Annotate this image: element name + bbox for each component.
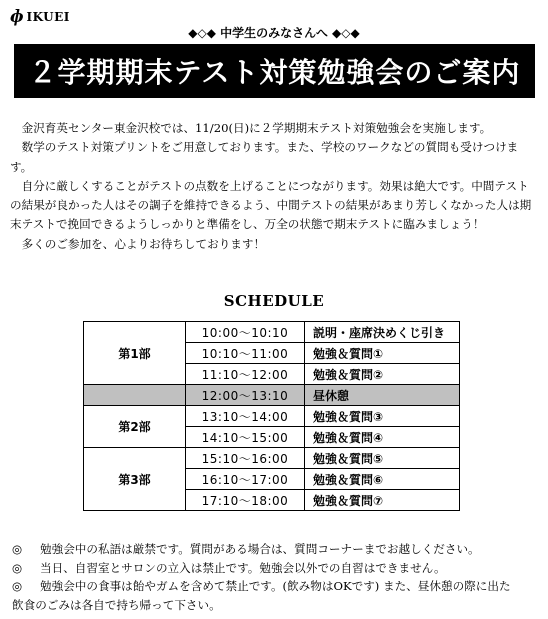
note-text: 勉強会中の私語は厳禁です。質問がある場合は、質問コーナーまでお越しください。: [40, 542, 480, 556]
activity-cell: 昼休憩: [305, 385, 460, 406]
activity-cell: 勉強＆質問⑦: [305, 490, 460, 511]
logo-mark-icon: ɸ: [10, 7, 24, 27]
time-cell: 15:10～16:00: [186, 448, 305, 469]
double-circle-bullet-icon: ◎: [12, 579, 23, 594]
schedule-table: [83, 321, 460, 511]
part-1-label: 第1部: [84, 322, 186, 385]
intro-paragraph-2: 数学のテスト対策プリントをご用意しております。また、学校のワークなどの質問も受けつけます。: [10, 140, 519, 174]
page-title: ２学期期末テスト対策勉強会のご案内: [28, 56, 521, 89]
activity-cell: 勉強＆質問⑤: [305, 448, 460, 469]
schedule-row: [84, 448, 460, 469]
activity-cell: 勉強＆質問③: [305, 406, 460, 427]
activity-cell: 勉強＆質問④: [305, 427, 460, 448]
schedule-title: SCHEDULE: [223, 292, 325, 310]
intro-paragraph-4: 多くのご参加を、心よりお待ちしております！: [21, 236, 266, 251]
time-cell: 16:10～17:00: [186, 469, 305, 490]
audience-subtitle: ◆◇◆ 中学生のみなさんへ ◆◇◆: [188, 26, 360, 40]
schedule-row: [84, 406, 460, 427]
part-3-label: 第3部: [84, 448, 186, 511]
intro-paragraph-3: 自分に厳しくすることがテストの点数を上げることにつながります。効果は絶大です。中間テストの結果が良かった人はその調子を維持できるよう、中間テストの結果があまり芳しくなかった人は期末テストで挽回できるようしっかりと準備をし、万全の状態で期末テストに臨みましょう！: [10, 178, 532, 232]
time-cell: 14:10～15:00: [186, 427, 305, 448]
note-text-line-2: 飲食のごみは各自で持ち帰って下さい。: [12, 597, 221, 612]
note-text-line-1: 勉強会中の食事は飴やガムを含めて禁止です。(飲み物はOKです) また、昼休憩の際に出た: [40, 579, 511, 594]
lunch-part-cell: [84, 385, 186, 406]
time-cell: 10:10～11:00: [186, 343, 305, 364]
double-circle-bullet-icon: ◎: [12, 542, 23, 556]
logo-text: IKUEI: [26, 10, 70, 24]
schedule-row: [84, 322, 460, 343]
note-item: [12, 577, 542, 614]
time-cell: 11:10～12:00: [186, 364, 305, 385]
note-item: [12, 559, 542, 578]
activity-cell: 勉強＆質問①: [305, 343, 460, 364]
time-cell: 17:10～18:00: [186, 490, 305, 511]
note-text: [12, 577, 542, 614]
note-item: [12, 540, 542, 559]
double-circle-bullet-icon: ◎: [12, 560, 23, 575]
title-banner: [14, 44, 535, 98]
intro-text: [10, 119, 538, 254]
notes-list: [12, 540, 542, 614]
part-2-label: 第2部: [84, 406, 186, 448]
intro-paragraph-1: 金沢育英センター東金沢校では、11/20(日)に２学期期末テスト対策勉強会を実施します。: [21, 121, 492, 135]
activity-cell: 説明・座席決めくじ引き: [305, 322, 460, 343]
time-cell: 13:10～14:00: [186, 406, 305, 427]
activity-cell: 勉強＆質問⑥: [305, 469, 460, 490]
note-text: 当日、自習室とサロンの立入は禁止です。勉強会以外での自習はできません。: [40, 560, 446, 575]
activity-cell: 勉強＆質問②: [305, 364, 460, 385]
time-cell: 12:00～13:10: [186, 385, 305, 406]
time-cell: 10:00～10:10: [186, 322, 305, 343]
schedule-row-lunch: [84, 385, 460, 406]
